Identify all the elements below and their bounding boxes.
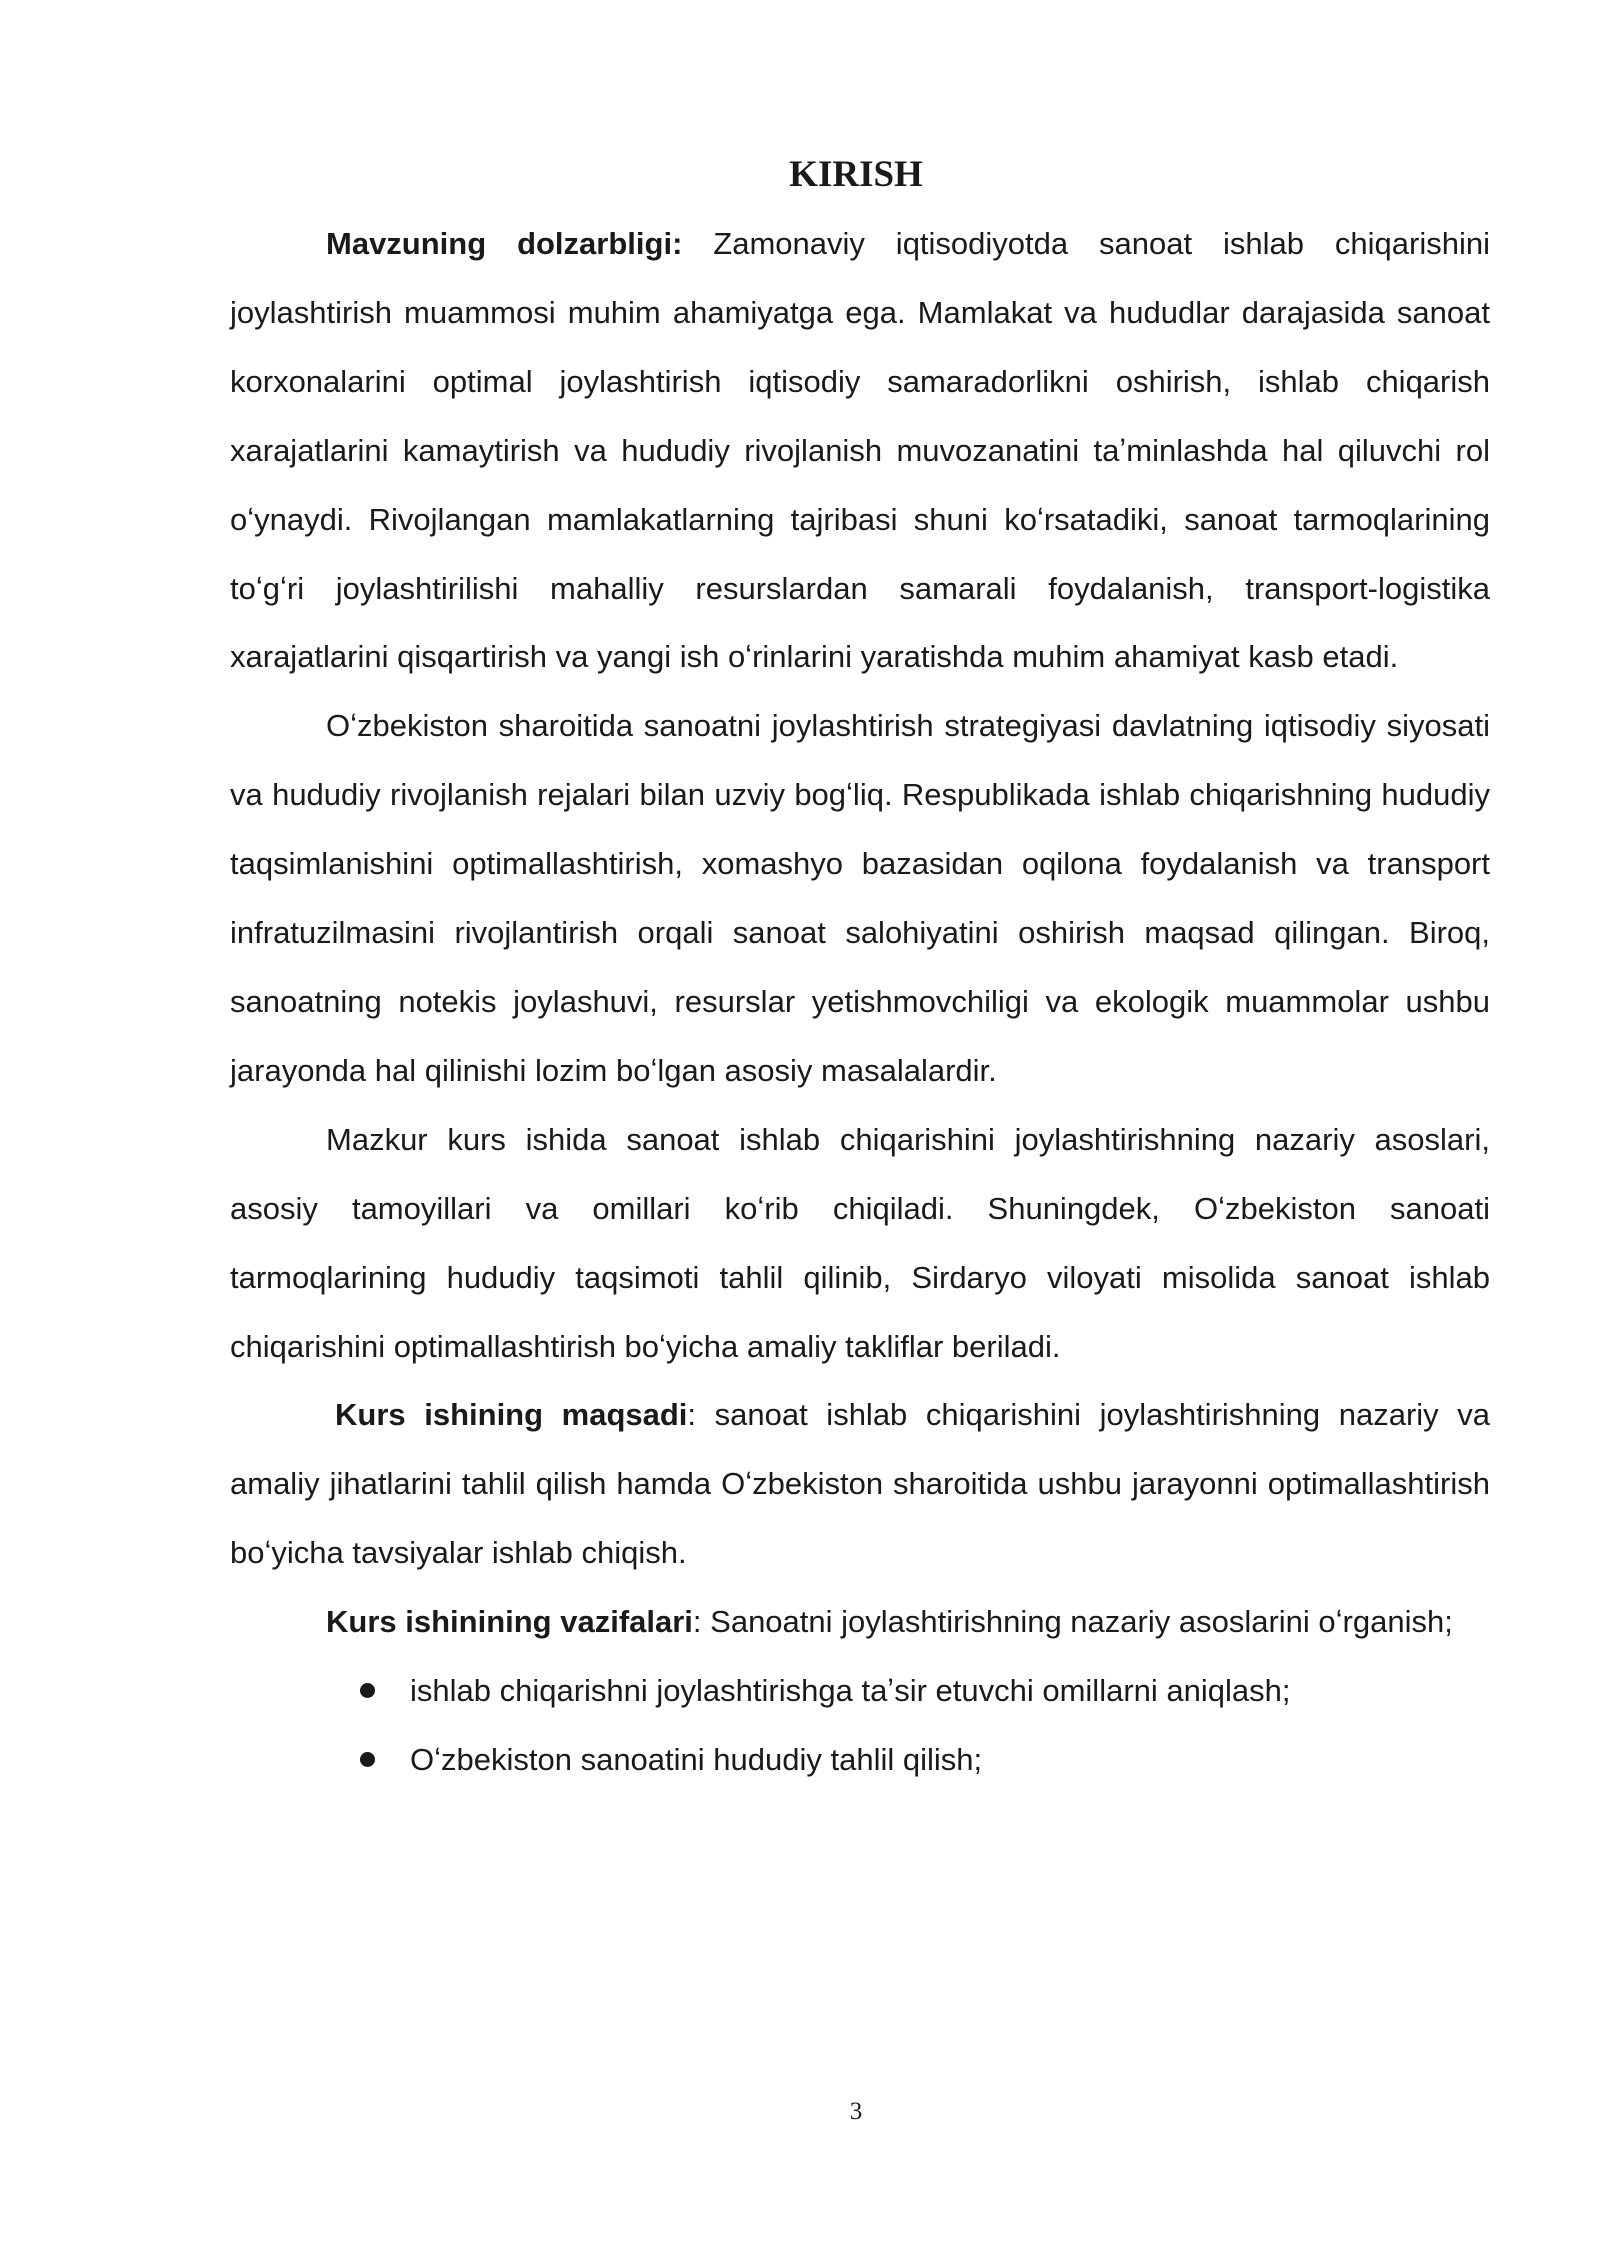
- task-list: [230, 1657, 1490, 1795]
- bullet-icon: [360, 1683, 375, 1698]
- page-number: 3: [849, 2098, 863, 2125]
- document-title: KIRISH: [789, 154, 923, 195]
- paragraph-text: : sanoat ishlab chiqarishini joylashtirishning nazariy va amaliy jihatlarini tahlil qilish hamda Oʻzbekiston sharoitida ushbu jarayonni optimallashtirish boʻyicha tavsiyalar ishlab chiqish.: [230, 1397, 1490, 1571]
- list-item-text: ishlab chiqarishni joylashtirishga taʼsir etuvchi omillarni aniqlash;: [410, 1673, 1291, 1709]
- list-item: [360, 1657, 1490, 1726]
- paragraph-text: : Sanoatni joylashtirishning nazariy asoslarini oʻrganish;: [692, 1604, 1453, 1640]
- paragraph-strategy: [230, 692, 1490, 1105]
- paragraph-label: Kurs ishinining vazifalari: [326, 1604, 693, 1640]
- paragraph-relevance: [230, 210, 1490, 692]
- paragraph-tasks: [230, 1588, 1490, 1657]
- list-item-text: Oʻzbekiston sanoatini hududiy tahlil qilish;: [410, 1741, 983, 1777]
- paragraph-label: Mavzuning dolzarbligi:: [326, 226, 683, 261]
- paragraph-scope: [230, 1106, 1490, 1382]
- paragraph-text: Zamonaviy iqtisodiyotda sanoat ishlab chiqarishini joylashtirish muammosi muhim ahamiyatga ega. Mamlakat va hududlar darajasida sanoat korxonalarini optimal joylashtirish iqtisodiy samaradorlikni oshirish, ishlab chiqarish xarajatlarini kamaytirish va hududiy rivojlanish muvozanatini taʼminlashda hal qiluvchi rol oʻynaydi. Rivojlangan mamlakatlarning tajribasi shuni koʻrsatadiki, sanoat tarmoqlarining toʻgʻri joylashtirilishi mahalliy resurslardan samarali foydalanish, transport-logistika xarajatlarini qisqartirish va yangi ish oʻrinlarini yaratishda muhim ahamiyat kasb etadi.: [230, 226, 1490, 675]
- paragraph-goal: [230, 1381, 1490, 1588]
- list-item: [360, 1726, 1490, 1795]
- paragraph-label: Kurs ishining maqsadi: [335, 1397, 688, 1433]
- paragraph-text: Oʻzbekiston sharoitida sanoatni joylashtirish strategiyasi davlatning iqtisodiy siyosati va hududiy rivojlanish rejalari bilan uzviy bogʻliq. Respublikada ishlab chiqarishning hududiy taqsimlanishini optimallashtirish, xomashyo bazasidan oqilona foydalanish va transport infratuzilmasini rivojlantirish orqali sanoat salohiyatini oshirish maqsad qilingan. Biroq, sanoatning notekis joylashuvi, resurslar yetishmovchiligi va ekologik muammolar ushbu jarayonda hal qilinishi lozim boʻlgan asosiy masalalardir.: [230, 708, 1490, 1088]
- document-body: [230, 210, 1490, 1795]
- paragraph-text: Mazkur kurs ishida sanoat ishlab chiqarishini joylashtirishning nazariy asoslari, asosiy tamoyillari va omillari koʻrib chiqiladi. Shuningdek, Oʻzbekiston sanoati tarmoqlarining hududiy taqsimoti tahlil qilinib, Sirdaryo viloyati misolida sanoat ishlab chiqarishini optimallashtirish boʻyicha amaliy takliflar beriladi.: [230, 1121, 1490, 1364]
- bullet-icon: [360, 1752, 375, 1767]
